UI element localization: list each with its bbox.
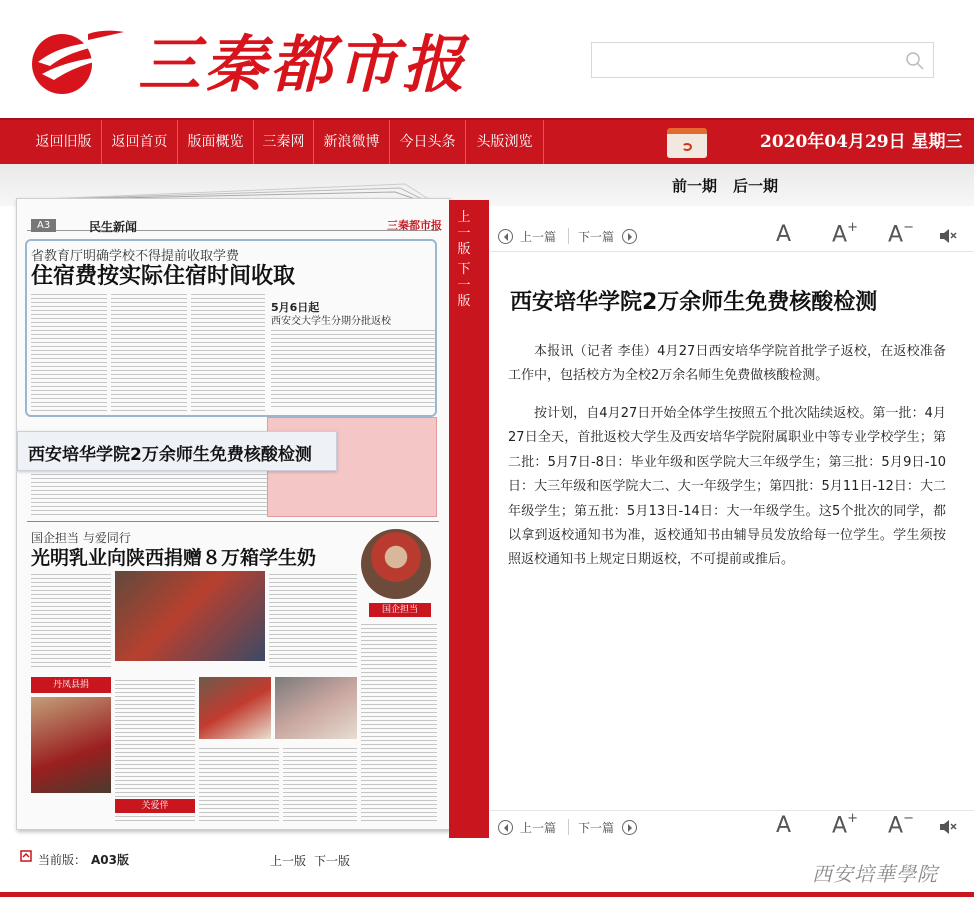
plus-glyph: + [847,811,858,826]
site-header [0,0,974,118]
speaker-icon[interactable] [937,226,957,246]
page-mini-logo: 三秦都市报 [387,219,442,232]
page-section: 民生新闻 [89,220,138,234]
font-increase-label: A [832,813,848,839]
story2-kicker: 国企担当 与爱同行 [31,531,131,545]
text-column [111,291,187,411]
next-article-link[interactable]: 下一篇 [578,821,615,835]
minus-glyph: − [903,811,914,826]
text-column [269,571,357,667]
prev-page-link[interactable]: 上一版 [270,854,307,868]
story-sub-title: 西安交大学生分期分批返校 [271,316,391,327]
nav-overview[interactable]: 版面概览 [178,120,254,164]
page-tag: A3 [31,219,56,232]
article-toolbar-bottom [490,810,974,842]
calendar-icon[interactable] [667,128,707,158]
prev-circle-icon[interactable] [498,820,513,835]
text-column [361,621,437,821]
article-paragraph: 本报讯（记者 李佳）4月27日西安培华学院首批学子返校，在返校准备工作中，包括校方为全校2万余名师生免费做核酸检测。 [508,344,946,384]
prev-circle-icon[interactable] [498,229,513,244]
font-increase-button[interactable] [832,813,858,838]
story2-round-photo [361,529,431,599]
page-flip-bar [449,200,489,838]
story-sub: 5月6日起 [271,301,320,314]
red-tag: 关爱伴 [115,799,195,813]
next-circle-icon[interactable] [622,229,637,244]
story2-headline[interactable]: 光明乳业向陕西捐赠８万箱学生奶 [31,547,317,569]
font-decrease-label: A [888,222,904,248]
story2-photo [115,571,265,661]
flip-prev-page[interactable]: 上 一 版 [457,210,471,257]
current-page-label: 当前版： [38,853,87,867]
nav-sanqin-net[interactable]: 三秦网 [254,120,314,164]
story-headline[interactable]: 住宿费按实际住宿时间收取 [31,264,296,289]
nav-front-page[interactable]: 头版浏览 [466,120,544,164]
text-column [191,291,265,411]
divider [568,228,569,244]
divider [27,521,439,522]
brand-logo[interactable] [28,22,478,102]
story-kicker: 省教育厅明确学校不得提前收取学费 [31,249,240,264]
minus-glyph: − [903,220,914,235]
text-column [283,745,357,821]
text-column [271,327,435,409]
banner-photo [31,697,111,793]
footer-rule [0,892,974,897]
nav-home[interactable]: 返回首页 [102,120,178,164]
next-page-link[interactable]: 下一版 [314,854,351,868]
logo-icon [28,26,128,96]
text-column [199,745,279,821]
nav-sina-weibo[interactable]: 新浪微博 [314,120,390,164]
prev-article-link[interactable]: 上一篇 [520,821,557,835]
article-hover-label[interactable]: 西安培华学院2万余师生免费核酸检测 [17,431,337,471]
font-reset-button[interactable]: A [776,222,792,247]
article-title: 西安培华学院2万余师生免费核酸检测 [510,290,878,315]
red-tag: 国企担当 [369,603,431,617]
font-decrease-button[interactable] [888,222,914,247]
story2-photo-small [199,677,271,739]
issue-date: 2020年04月29日 星期三 [760,132,963,152]
newspaper-page[interactable] [16,198,450,830]
current-page-value: A03版 [91,853,129,867]
text-column [31,471,267,517]
source-watermark: 西安培華學院 [812,862,938,886]
font-reset-button[interactable]: A [776,813,792,838]
prev-issue-link[interactable]: 前一期 [672,177,718,195]
speaker-icon[interactable] [937,817,957,837]
next-issue-link[interactable]: 后一期 [733,177,779,195]
plus-glyph: + [847,220,858,235]
font-increase-label: A [832,222,848,248]
flip-next-page[interactable]: 下 一 版 [457,262,471,309]
search-input[interactable] [591,42,934,78]
article-toolbar-top [490,220,974,252]
brand-name: 三秦都市报 [138,28,469,101]
font-decrease-button[interactable] [888,813,914,838]
article-paragraph: 按计划，自4月27日开始全体学生按照五个批次陆续返校。第一批：4月27日全天，首批返校大学生及西安培华学院附属职业中等专业学校学生；第二批：5月7日-8日：毕业年级和医学院大三年级学生；第三批：5月9日-10日：大三年级和医学院大二、大一年级学生；第四批：5月11日-12日：大二年级学生；第五批：5月13日-14日：大一年级学生。这5个批次的同学，都以拿到返校通知书为准，返校通知书由辅导员发放给每一位学生。学生须按照返校通知书上规定日期返校，不可提前或推后。 [508,406,946,568]
font-increase-button[interactable] [832,222,858,247]
text-column [31,571,111,667]
nav-old-version[interactable]: 返回旧版 [26,120,102,164]
next-circle-icon[interactable] [622,820,637,835]
prev-article-link[interactable]: 上一篇 [520,230,557,244]
red-tag: 丹凤县捐 [31,677,111,693]
page-icon [20,850,32,862]
divider [568,819,569,835]
text-column [31,291,107,411]
story2-photo-small [275,677,357,739]
next-article-link[interactable]: 下一篇 [578,230,615,244]
nav-toutiao[interactable]: 今日头条 [390,120,466,164]
main-nav [0,118,974,164]
search-icon[interactable] [905,51,925,71]
font-decrease-label: A [888,813,904,839]
